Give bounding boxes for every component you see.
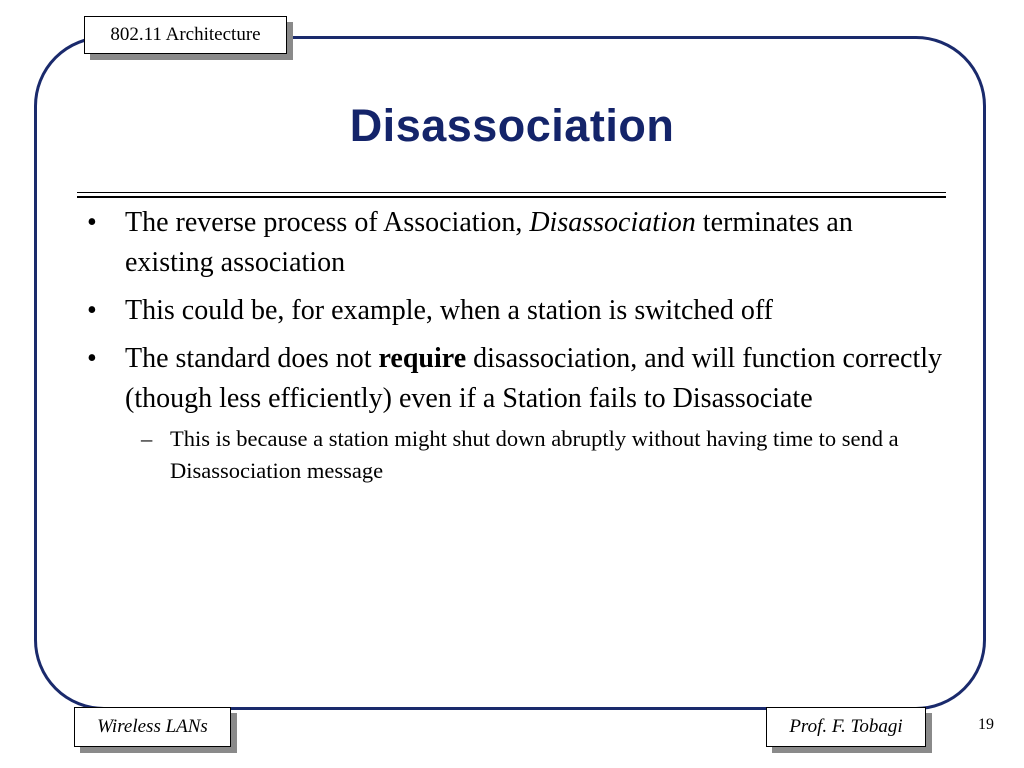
topic-label: 802.11 Architecture xyxy=(84,16,287,54)
bullet-strong: require xyxy=(378,343,467,374)
slide-content xyxy=(87,203,947,487)
sub-bullet-item xyxy=(87,423,947,487)
bullet-marker: • xyxy=(87,343,97,374)
title-divider-top xyxy=(77,192,946,193)
footer-author-label: Prof. F. Tobagi xyxy=(766,707,926,747)
sub-bullet-marker: – xyxy=(141,426,153,451)
sub-bullet-text: This is because a station might shut down abruptly without having time to send a Disassociation message xyxy=(170,426,899,483)
page-title: Disassociation xyxy=(349,100,675,151)
bullet-item xyxy=(87,291,947,331)
bullet-marker: • xyxy=(87,295,97,326)
bullet-text: The reverse process of Association, xyxy=(125,207,530,238)
bullet-item xyxy=(87,203,947,283)
bullet-text: terminates an existing association xyxy=(125,207,853,278)
bullet-item xyxy=(87,339,947,419)
page-number: 19 xyxy=(978,716,994,733)
bullet-emphasis: Disassociation xyxy=(529,207,696,238)
title-divider-bottom xyxy=(77,196,946,198)
bullet-marker: • xyxy=(87,207,97,238)
bullet-text: The standard does not xyxy=(125,343,379,374)
bullet-text: This could be, for example, when a station is switched off xyxy=(125,295,773,326)
footer-course-label: Wireless LANs xyxy=(74,707,231,747)
bullet-text: disassociation, and will function correctly (though less efficiently) even if a Station fails to Disassociate xyxy=(125,343,943,414)
